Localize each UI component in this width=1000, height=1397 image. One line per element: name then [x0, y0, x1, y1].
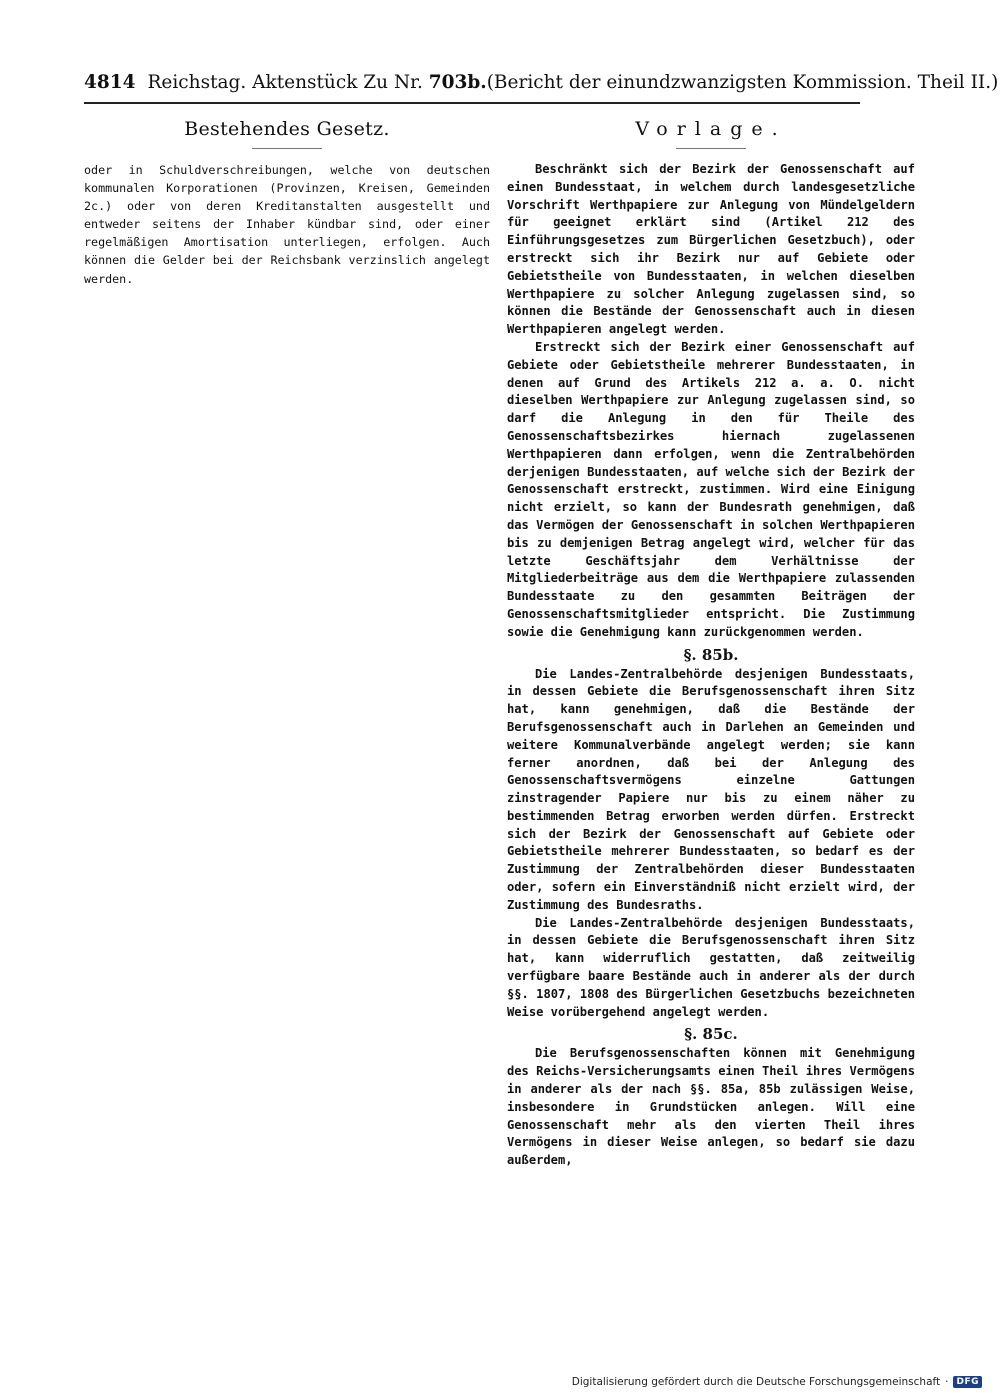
paragraph-5: Die Berufsgenossenschaften können mit Genehmigung des Reichs-Versicherungsamts einen Theil ihres Vermögens in anderer als der nach §§. 85a, 85b zulässigen Weise, insbesondere in Grundstücken anlegen. Will eine Genossenschaft mehr als den vierten Theil ihres Vermögens in dieser Weise anlegen, so bedarf sie dazu außerdem,: [507, 1046, 915, 1168]
left-column-text: oder in Schuldverschreibungen, welche von deutschen kommunalen Korporationen (Provinzen, Kreisen, Gemeinden 2c.) oder von deren Kreditanstalten ausgestellt und entweder seitens der Inhaber kündbar sind, oder einer regelmäßigen Amortisation unterliegen, erfolgen. Auch können die Gelder bei der Reichsbank verzinslich angelegt werden.: [84, 163, 490, 286]
footer-separator-icon: ·: [945, 1376, 949, 1388]
digitization-footer: [572, 1373, 982, 1391]
footer-text: Digitalisierung gefördert durch die Deutsche Forschungsgemeinschaft: [571, 1376, 941, 1388]
section-85c-heading: §. 85c.: [684, 1025, 738, 1044]
header-title-text: Reichstag. Aktenstück Zu Nr.: [147, 72, 423, 93]
left-heading-rule: [252, 148, 322, 149]
header-rule: [84, 102, 860, 104]
paragraph-1: Beschränkt sich der Bezirk der Genossenschaft auf einen Bundesstaat, in welchem durch landesgesetzliche Vorschrift Werthpapiere zur Anlegung von Mündelgeldern für geeignet erklärt sind (Artikel 212 des Einführungsgesetzes zum Bürgerlichen Gesetzbuch), oder erstreckt sich ihr Bezirk nur auf Gebiete oder Gebietstheile von Bundesstaaten, in welchen dieselben Werthpapiere zu solcher Anlegung zugelassen sind, so können die Bestände der Genossenschaft auch in diesen Werthpapieren angelegt werden.: [507, 162, 915, 337]
right-heading-rule: [676, 148, 746, 149]
dfg-logo: DFG: [953, 1376, 982, 1388]
page-number: 4814: [84, 72, 136, 93]
header-subtitle: (Bericht der einundzwanzigsten Kommission. Theil II.): [486, 72, 999, 93]
left-column: [84, 118, 490, 288]
header-title: [148, 72, 487, 93]
right-column-heading: Vorlage.: [635, 118, 787, 140]
paragraph-3: Die Landes-Zentralbehörde desjenigen Bundesstaats, in dessen Gebiete die Berufsgenossenschaft ihren Sitz hat, kann genehmigen, daß die Bestände der Berufsgenossenschaft auch in Darlehen an Gemeinden und weitere Kommunalverbände angelegt werden; sie kann ferner anordnen, daß bei der Anlegung des Genossenschaftsvermögens einzelne Gattungen zinstragender Papiere nur bis zu einem näher zu bestimmenden Betrag erworben werden dürfen. Erstreckt sich der Bezirk der Genossenschaft auf Gebiete oder Gebietstheile mehrerer Bundesstaaten, so bedarf es der Zustimmung der Zentralbehörden dieser Bundesstaaten oder, sofern ein Einverständniß nicht erzielt wird, der Zustimmung des Bundesraths.: [507, 666, 915, 912]
right-column: [507, 118, 915, 1170]
document-number: 703b.: [428, 72, 487, 93]
paragraph-2: Erstreckt sich der Bezirk einer Genossenschaft auf Gebiete oder Gebietstheile mehrerer Bundesstaaten, in denen auf Grund des Artikels 212 a. a. O. nicht dieselben Werthpapiere zur Anlegung zugelassen sind, so darf die Anlegung in den für Theile des Genossenschaftsbezirkes hiernach zugelassenen Werthpapieren dann erfolgen, wenn die Zentralbehörden derjenigen Bundesstaaten, auf welche sich der Bezirk der Genossenschaft erstreckt, zustimmen. Wird eine Einigung nicht erzielt, so kann der Bundesrath genehmigen, daß das Vermögen der Genossenschaft in solchen Werthpapieren bis zu demjenigen Betrag angelegt wird, welcher für das letzte Geschäftsjahr dem Verhältnisse der Mitgliederbeiträge aus dem die Werthpapiere zulassenden Bundesstaate zu den gesammten Beiträgen der Genossenschaftsmitglieder entspricht. Die Zustimmung sowie die Genehmigung kann zurückgenommen werden.: [507, 339, 915, 639]
paragraph-4: Die Landes-Zentralbehörde desjenigen Bundesstaats, in dessen Gebiete die Berufsgenossenschaft ihren Sitz hat, kann widerruflich gestatten, daß zeitweilig verfügbare baare Bestände auch in anderer als der durch §§. 1807, 1808 des Bürgerlichen Gesetzbuchs bezeichneten Weise vorübergehend angelegt werden.: [507, 915, 915, 1019]
section-85b-heading: §. 85b.: [683, 645, 739, 664]
left-column-heading: Bestehendes Gesetz.: [184, 118, 390, 140]
page-header: [84, 72, 999, 93]
